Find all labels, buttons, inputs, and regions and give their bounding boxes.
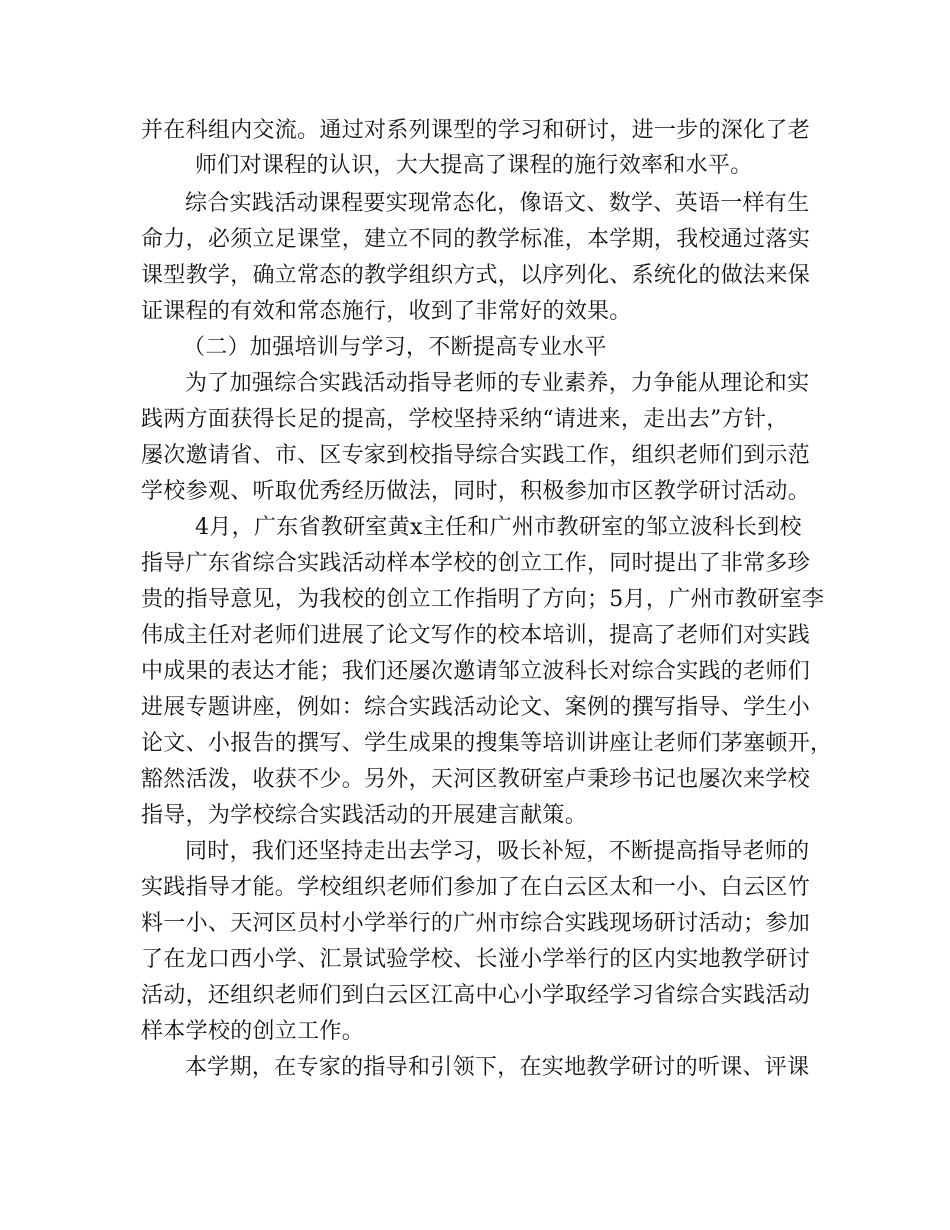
text-line: 豁然活泼，收获不少。另外，天河区教研室卢秉珍书记也屡次来学校 (141, 767, 811, 792)
text-line: 实践指导才能。学校组织老师们参加了在白云区太和一小、白云区竹 (141, 875, 811, 900)
text-line: 本学期，在专家的指导和引领下，在实地教学研讨的听课、评课 (185, 1055, 810, 1080)
text-line: 了在龙口西小学、汇景试验学校、长湴小学举行的区内实地教学研讨 (141, 947, 811, 972)
text-line: 指导广东省综合实践活动样本学校的创立工作，同时提出了非常多珍 (141, 551, 811, 576)
text-line: 伟成主任对老师们进展了论文写作的校本培训，提高了老师们对实践 (141, 623, 811, 648)
text-line: 论文、小报告的撰写、学生成果的搜集等培训讲座让老师们茅塞顿开， (141, 731, 833, 756)
text-line: 综合实践活动课程要实现常态化，像语文、数学、英语一样有生 (185, 191, 810, 216)
text-line: 学校参观、听取优秀经历做法，同时，积极参加市区教学研讨活动。 (141, 479, 811, 504)
text-line: 样本学校的创立工作。 (141, 1019, 365, 1044)
text-line: 屡次邀请省、市、区专家到校指导综合实践工作，组织老师们到示范 (141, 443, 811, 468)
text-line: 证课程的有效和常态施行，收到了非常好的效果。 (141, 299, 632, 324)
text-line: 并在科组内交流。通过对系列课型的学习和研讨，进一步的深化了老 (141, 118, 811, 143)
text-line: 贵的指导意见，为我校的创立工作指明了方向；5月，广州市教研室李 (141, 587, 825, 612)
text-line: 指导，为学校综合实践活动的开展建言献策。 (141, 803, 588, 828)
text-line: 为了加强综合实践活动指导老师的专业素养，力争能从理论和实 (185, 371, 810, 396)
text-line: 命力，必须立足课堂，建立不同的教学标准，本学期，我校通过落实 (141, 227, 811, 252)
text-line: 师们对课程的认识，大大提高了课程的施行效率和水平。 (195, 153, 753, 178)
text-line: 活动，还组织老师们到白云区江高中心小学取经学习省综合实践活动 (141, 983, 811, 1008)
text-line: 践两方面获得长足的提高，学校坚持采纳“请进来，走出去”方针， (141, 407, 789, 432)
section-heading: （二）加强培训与学习，不断提高专业水平 (183, 335, 607, 360)
text-line: 进展专题讲座，例如：综合实践活动论文、案例的撰写指导、学生小 (141, 695, 811, 720)
text-line: 4月，广东省教研室黄x主任和广州市教研室的邹立波科长到校 (195, 515, 802, 540)
text-line: 中成果的表达才能；我们还屡次邀请邹立波科长对综合实践的老师们 (141, 659, 811, 684)
text-line: 料一小、天河区员村小学举行的广州市综合实践现场研讨活动；参加 (141, 911, 811, 936)
text-line: 同时，我们还坚持走出去学习，吸长补短，不断提高指导老师的 (185, 839, 810, 864)
text-line: 课型教学，确立常态的教学组织方式，以序列化、系统化的做法来保 (141, 263, 811, 288)
